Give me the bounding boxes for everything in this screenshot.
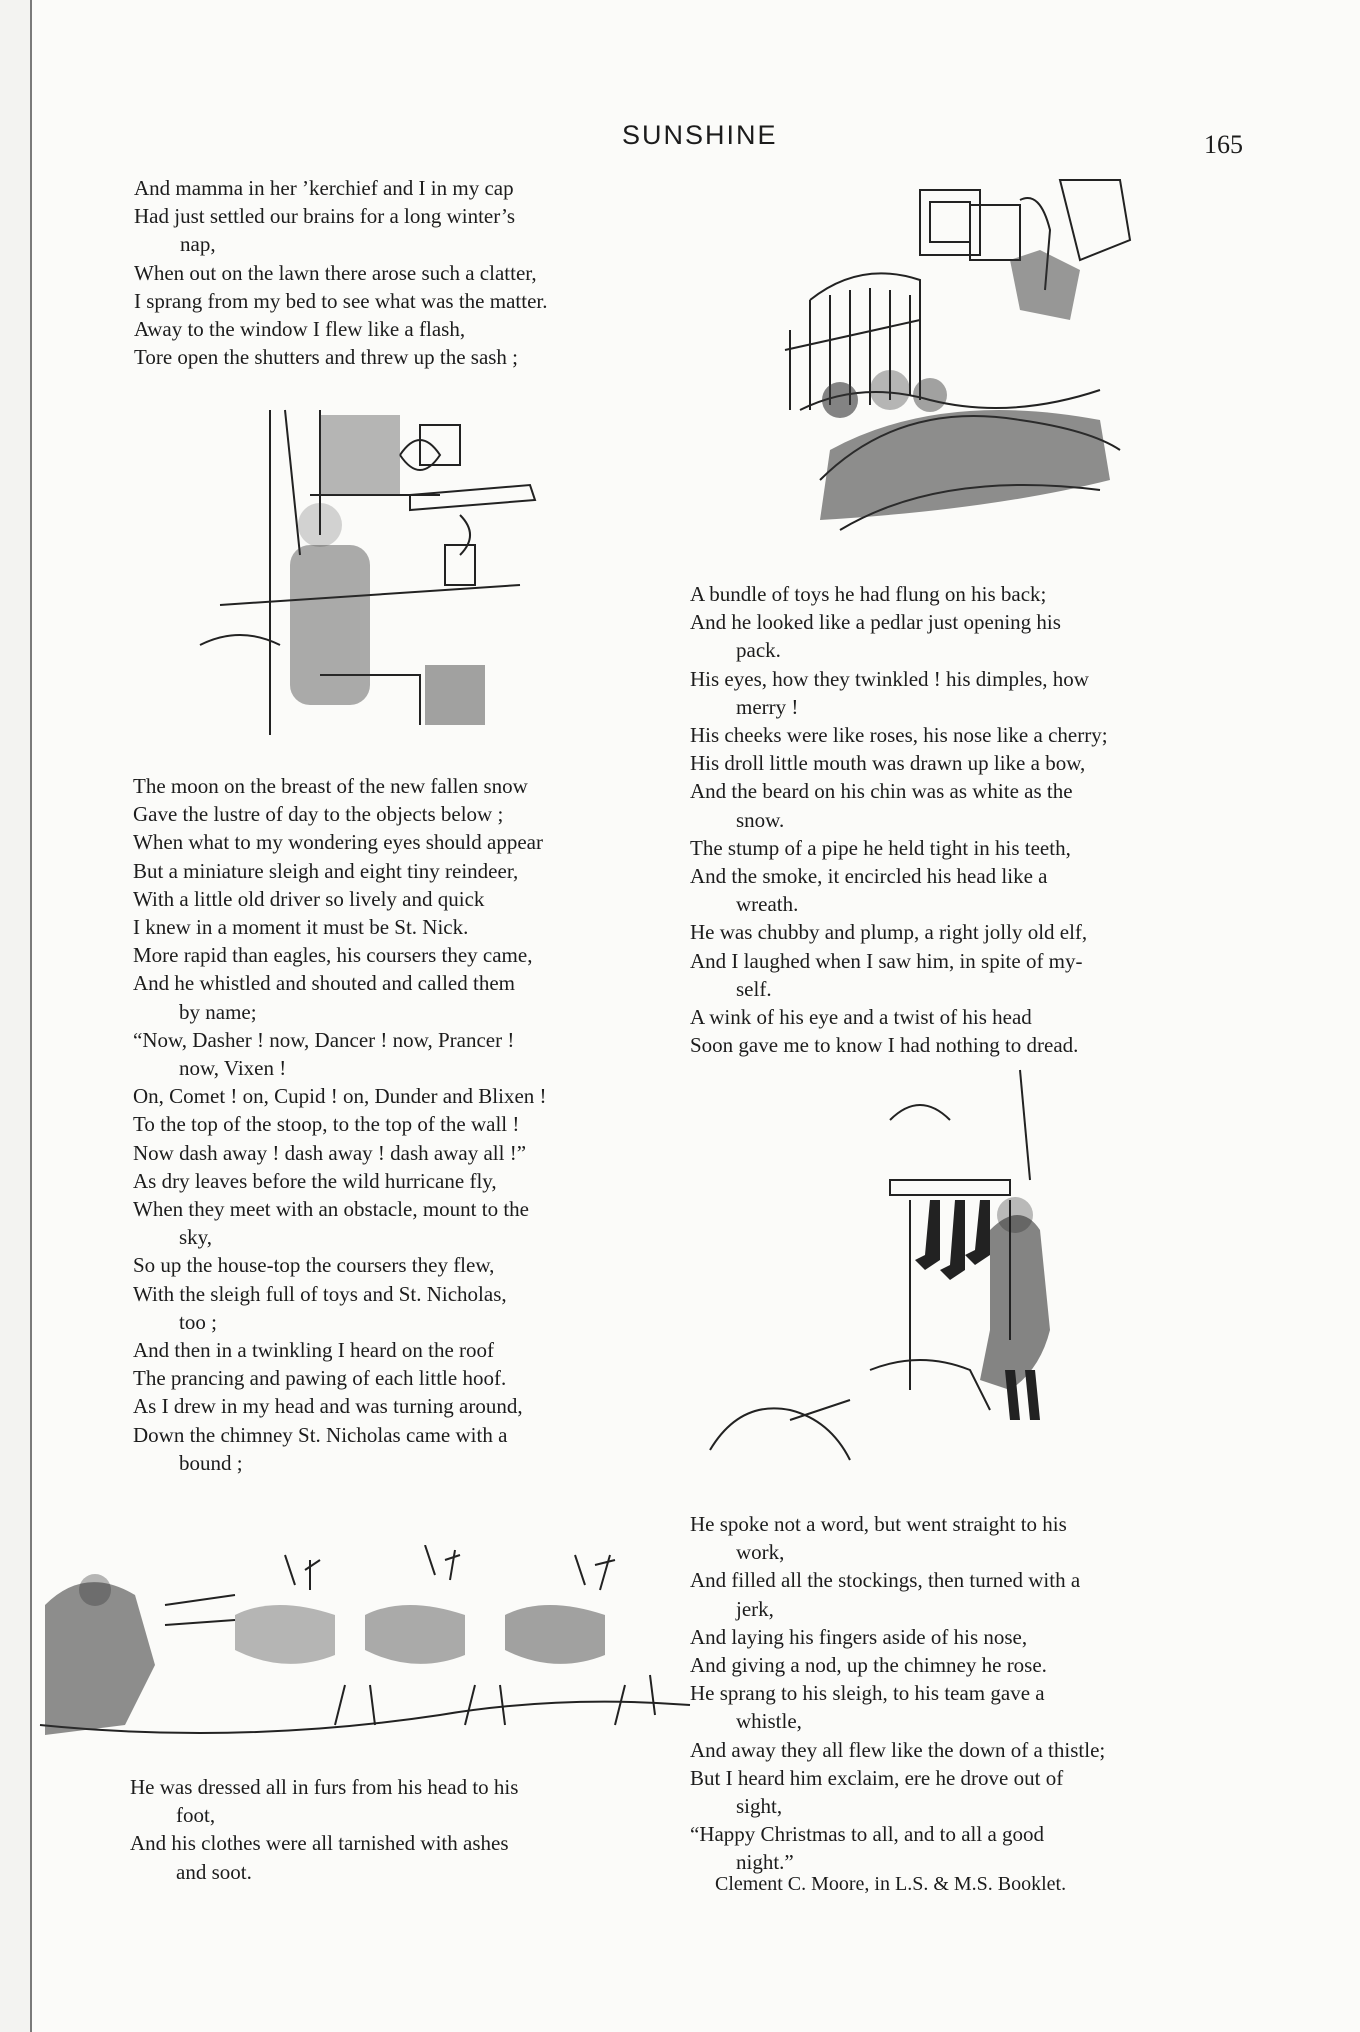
poem-line: And away they all flew like the down of a thistle;: [690, 1737, 1106, 1762]
poem-line: and soot.: [176, 1859, 252, 1884]
poem-line: pack.: [736, 638, 781, 663]
children-in-bed-illustration: [780, 150, 1140, 550]
poem-line: The prancing and pawing of each little hoof.: [133, 1366, 507, 1391]
page-number: 165: [1204, 130, 1243, 159]
poem-line: He was chubby and plump, a right jolly old elf,: [690, 920, 1088, 945]
poem-line: Had just settled our brains for a long winter’s: [134, 204, 516, 229]
poem-line: Tore open the shutters and threw up the sash ;: [134, 345, 519, 370]
poem-line: When out on the lawn there arose such a clatter,: [134, 260, 537, 285]
poem-line: When they meet with an obstacle, mount to the: [133, 1197, 529, 1222]
poem-line: Down the chimney St. Nicholas came with a: [133, 1422, 508, 1447]
poem-line: With the sleigh full of toys and St. Nicholas,: [133, 1281, 507, 1306]
poem-line: He was dressed all in furs from his head to his: [130, 1775, 519, 1799]
poem-line: And he whistled and shouted and called them: [133, 971, 515, 996]
poem-line: The moon on the breast of the new fallen snow: [133, 774, 528, 798]
poem-line: His droll little mouth was drawn up like a bow,: [690, 751, 1086, 776]
poem-line: foot,: [176, 1803, 216, 1828]
poem-line: bound ;: [179, 1450, 243, 1475]
poem-line: He spoke not a word, but went straight to his: [690, 1512, 1067, 1536]
poem-line: And filled all the stockings, then turned with a: [690, 1568, 1081, 1593]
poem-line: “Now, Dasher ! now, Dancer ! now, Prancer !: [133, 1027, 515, 1052]
poem-line: The stump of a pipe he held tight in his teeth,: [690, 835, 1071, 860]
poem-line: His eyes, how they twinkled ! his dimples, how: [690, 666, 1089, 691]
poem-line: And I laughed when I saw him, in spite of my-: [690, 948, 1083, 973]
poem-line: Now dash away ! dash away ! dash away all !”: [133, 1140, 527, 1165]
poem-line: When what to my wondering eyes should appear: [133, 830, 543, 855]
poem-line: by name;: [179, 999, 257, 1024]
poem-line: night.”: [736, 1850, 794, 1875]
poem-line: Gave the lustre of day to the objects below ;: [133, 802, 504, 827]
poem-left-part1: [134, 174, 664, 371]
poem-line: As I drew in my head and was turning around,: [133, 1394, 523, 1419]
poem-line: More rapid than eagles, his coursers they came,: [133, 943, 533, 968]
poem-line: With a little old driver so lively and quick: [133, 886, 485, 911]
attribution: Clement C. Moore, in L.S. & M.S. Booklet.: [715, 1873, 1067, 1895]
poem-line: And laying his fingers aside of his nose,: [690, 1624, 1028, 1649]
poem-line: And the smoke, it encircled his head like a: [690, 864, 1048, 889]
poem-line: “Happy Christmas to all, and to all a good: [690, 1822, 1045, 1847]
poem-line: And then in a twinkling I heard on the roof: [133, 1338, 494, 1363]
poem-line: whistle,: [736, 1709, 802, 1734]
poem-line: And he looked like a pedlar just opening his: [690, 610, 1061, 635]
poem-line: snow.: [736, 807, 785, 832]
santa-at-fireplace-illustration: [690, 1050, 1110, 1470]
poem-left-part2: [133, 772, 663, 1477]
poem-line: But a miniature sleigh and eight tiny reindeer,: [133, 858, 519, 883]
poem-line: And giving a nod, up the chimney he rose.: [690, 1653, 1047, 1678]
poem-line: So up the house-top the coursers they flew,: [133, 1253, 495, 1278]
poem-line: jerk,: [736, 1596, 774, 1621]
father-at-window-illustration: [190, 405, 590, 755]
poem-line: sky,: [179, 1225, 213, 1250]
poem-line: Soon gave me to know I had nothing to dread.: [690, 1033, 1079, 1058]
poem-line: now, Vixen !: [179, 1056, 287, 1081]
poem-line: A wink of his eye and a twist of his head: [690, 1005, 1032, 1030]
poem-line: But I heard him exclaim, ere he drove out of: [690, 1765, 1064, 1790]
poem-line: merry !: [736, 694, 799, 719]
poem-right-part1: [690, 580, 1215, 1059]
poem-right-part2: [690, 1510, 1215, 1877]
poem-line: Away to the window I flew like a flash,: [134, 317, 466, 342]
poem-line: On, Comet ! on, Cupid ! on, Dunder and Blixen !: [133, 1084, 547, 1109]
poem-line: I sprang from my bed to see what was the matter.: [134, 288, 548, 313]
poem-line: A bundle of toys he had flung on his back;: [690, 582, 1047, 606]
poem-line: He sprang to his sleigh, to his team gave a: [690, 1681, 1045, 1706]
poem-line: And the beard on his chin was as white as the: [690, 779, 1073, 804]
poem-line: nap,: [180, 232, 216, 257]
poem-line: work,: [736, 1540, 785, 1565]
poem-line: I knew in a moment it must be St. Nick.: [133, 915, 469, 940]
poem-line: And his clothes were all tarnished with ashes: [130, 1831, 509, 1856]
poem-left-part3: [130, 1773, 660, 1886]
poem-line: wreath.: [736, 892, 799, 917]
running-header: SUNSHINE: [622, 120, 778, 150]
poem-line: As dry leaves before the wild hurricane fly,: [133, 1168, 497, 1193]
poem-line: And mamma in her ’kerchief and I in my cap: [134, 176, 514, 200]
poem-line: His cheeks were like roses, his nose like a cherry;: [690, 723, 1108, 748]
poem-line: sight,: [736, 1794, 783, 1819]
poem-line: too ;: [179, 1309, 217, 1334]
sleigh-and-reindeer-illustration: [35, 1545, 695, 1755]
poem-line: To the top of the stoop, to the top of the wall !: [133, 1112, 520, 1137]
poem-line: self.: [736, 976, 772, 1001]
